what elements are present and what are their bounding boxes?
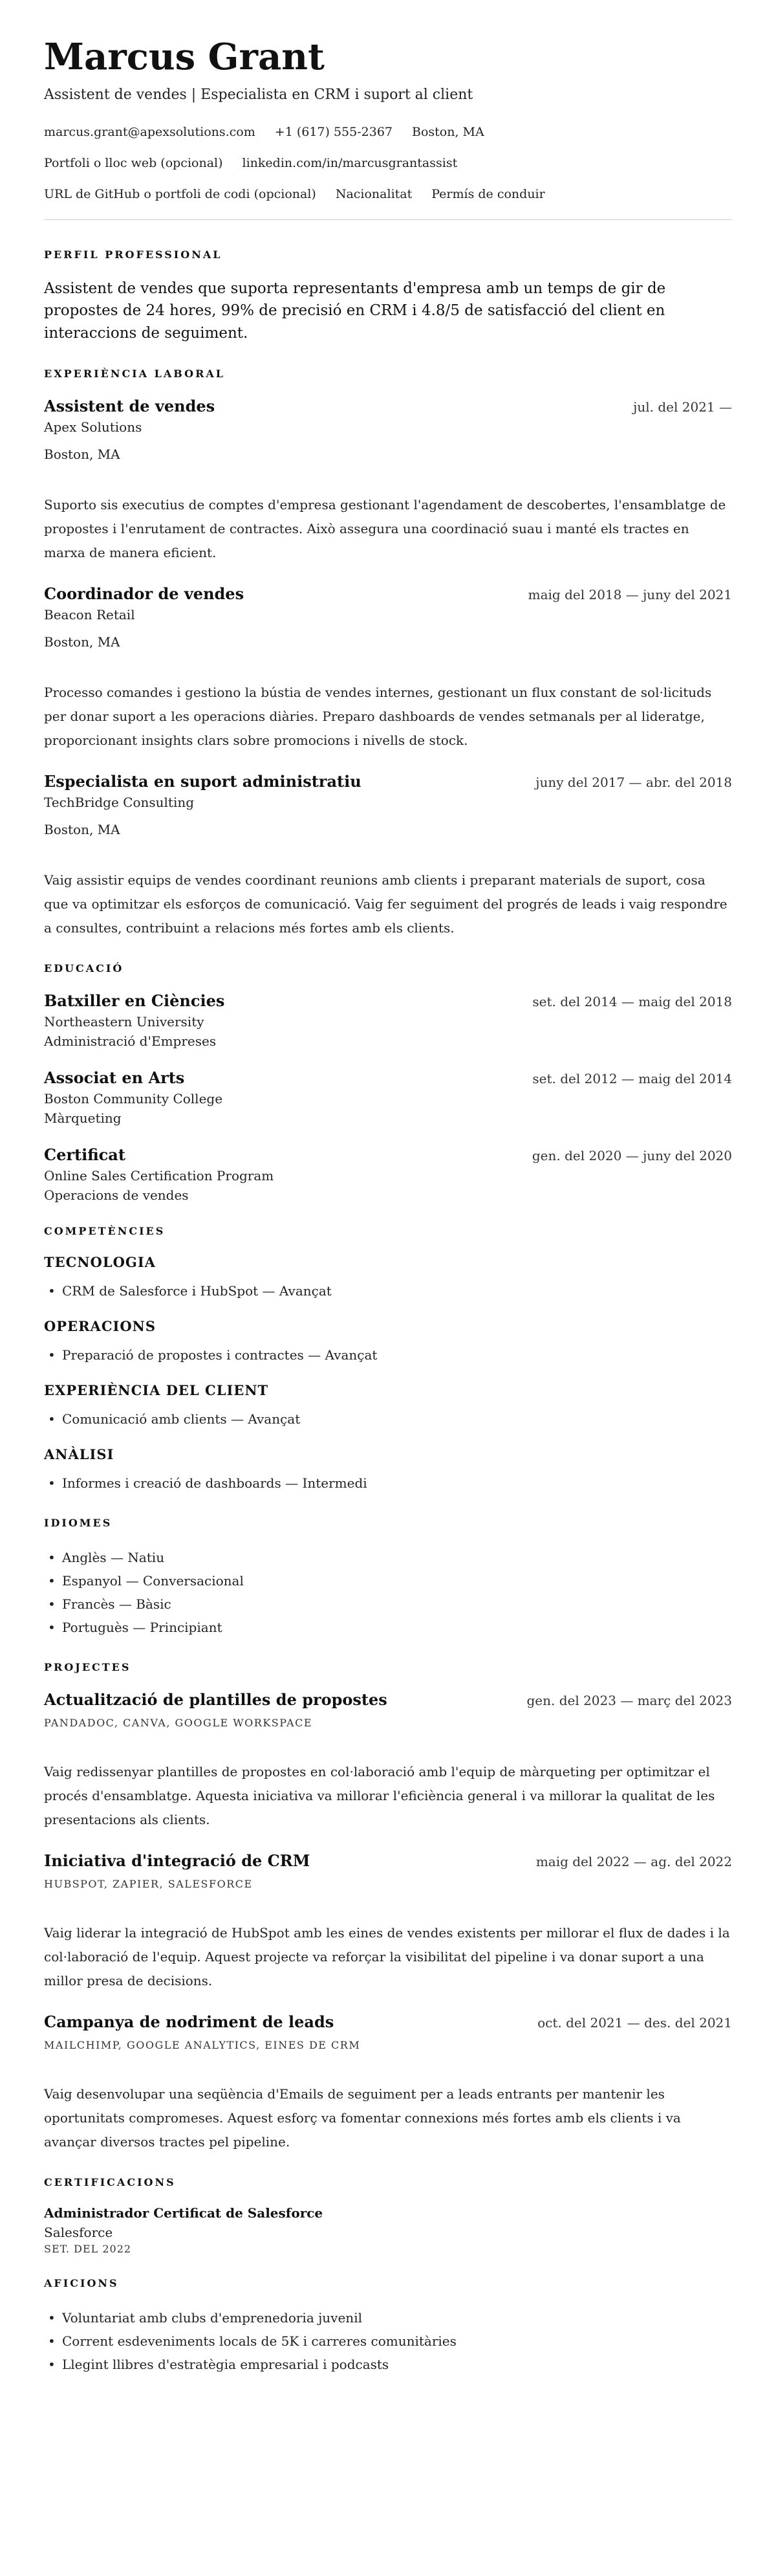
language-item: • Francès — Bàsic [44,1592,732,1616]
project-name: Campanya de nodriment de leads [44,2012,334,2032]
skill-group-title: TECNOLOGIA [44,1254,156,1271]
skill-item: • Comunicació amb clients — Avançat [44,1407,732,1431]
company-name: TechBridge Consulting [44,795,195,811]
school-name: Boston Community College [44,1091,223,1107]
candidate-headline: Assistent de vendes | Especialista en CRM i suport al client [44,86,473,103]
section-title-experience: EXPERIÈNCIA LABORAL [44,368,226,380]
job-title: Assistent de vendes [44,397,215,416]
project-tech: PANDADOC, CANVA, GOOGLE WORKSPACE [44,1717,312,1730]
contact-row-1 [44,125,732,139]
skill-group [44,1446,732,1495]
skill-item: • Informes i creació de dashboards — Intermedi [44,1471,732,1495]
contact-row-2 [44,156,732,170]
project-entry [44,2012,732,2154]
skill-group [44,1382,732,1431]
section-title-projects: PROJECTES [44,1661,131,1674]
experience-entry [44,584,732,753]
portfolio-link[interactable]: Portfoli o lloc web (opcional) [44,155,223,170]
job-dates: juny del 2017 — abr. del 2018 [535,775,732,791]
job-dates: jul. del 2021 — [633,399,732,415]
location-text: Boston, MA [412,124,484,139]
degree-title: Certificat [44,1145,125,1165]
project-name: Iniciativa d'integració de CRM [44,1851,310,1871]
education-entry [44,1145,732,1203]
projects-section [44,1661,732,2154]
education-dates: set. del 2014 — maig del 2018 [532,994,732,1010]
certification-date: SET. DEL 2022 [44,2243,132,2256]
skill-item: • Preparació de propostes i contractes — Avançat [44,1343,732,1367]
hobby-item: • Corrent esdeveniments locals de 5K i carreres comunitàries [44,2329,732,2353]
profile-section [44,248,732,345]
education-dates: set. del 2012 — maig del 2014 [532,1071,732,1087]
phone-number[interactable]: +1 (617) 555-2367 [274,124,393,139]
job-title: Especialista en suport administratiu [44,772,361,791]
section-title-hobbies: AFICIONS [44,2277,119,2290]
project-name: Actualització de plantilles de propostes [44,1690,387,1710]
company-name: Apex Solutions [44,419,142,435]
field-of-study: Operacions de vendes [44,1187,189,1204]
project-description: Vaig redissenyar plantilles de propostes en col·laboració amb l'equip de màrqueting per optimitzar el procés d'ensamblatge. Aquesta iniciativa va millorar l'eficiència general i va millorar la qualitat de les presentacions als clients. [44,1764,715,1828]
language-item: • Portuguès — Principiant [44,1616,732,1639]
github-link[interactable]: URL de GitHub o portfoli de codi (opcional) [44,186,316,201]
job-location: Boston, MA [44,634,120,650]
contact-row-3 [44,187,732,201]
nationality-text: Nacionalitat [335,186,413,201]
company-name: Beacon Retail [44,607,135,623]
driving-license-text: Permís de conduir [431,186,545,201]
project-dates: gen. del 2023 — març del 2023 [526,1693,732,1709]
header-divider [44,219,732,220]
experience-entry [44,772,732,940]
resume-header [44,38,732,201]
project-description: Vaig liderar la integració de HubSpot amb les eines de vendes existents per millorar el flux de dades i la col·laboració de l'equip. Aquest projecte va reforçar la visibilitat del pipeline i va donar suport a una millor presa de decisions. [44,1925,730,1989]
hobby-item: • Llegint llibres d'estratègia empresarial i podcasts [44,2353,732,2376]
email-link[interactable]: marcus.grant@apexsolutions.com [44,124,255,139]
project-entry [44,1851,732,1993]
experience-entry [44,397,732,565]
section-title-skills: COMPETÈNCIES [44,1225,166,1238]
section-title-education: EDUCACIÓ [44,962,124,975]
job-description: Processo comandes i gestiono la bústia de vendes internes, gestionant un flux constant de sol·licituds per donar suport a les operacions diàries. Preparo dashboards de vendes setmanals per al lideratge, proporcionant insights clars sobre promocions i nivells de stock. [44,685,712,749]
section-title-certifications: CERTIFICACIONS [44,2176,176,2189]
project-dates: maig del 2022 — ag. del 2022 [535,1854,732,1870]
job-description: Suporto sis executius de comptes d'empresa gestionant l'agendament de descobertes, l'ensamblatge de propostes i l'enrutament de contractes. Això assegura una coordinació suau i manté els tractes en marxa de manera eficient. [44,497,726,561]
job-dates: maig del 2018 — juny del 2021 [528,587,732,603]
certifications-section [44,2176,732,2255]
education-section [44,962,732,1203]
skill-group-title: ANÀLISI [44,1446,114,1463]
education-entry [44,1068,732,1126]
skill-group [44,1254,732,1303]
hobby-item: • Voluntariat amb clubs d'emprenedoria juvenil [44,2306,732,2329]
project-dates: oct. del 2021 — des. del 2021 [537,2015,732,2031]
project-tech: MAILCHIMP, GOOGLE ANALYTICS, EINES DE CRM [44,2039,361,2052]
skill-group [44,1318,732,1367]
school-name: Northeastern University [44,1014,204,1030]
skills-section [44,1225,732,1495]
languages-section [44,1517,732,1639]
candidate-name: Marcus Grant [44,36,325,78]
field-of-study: Màrqueting [44,1110,122,1127]
education-dates: gen. del 2020 — juny del 2020 [532,1148,732,1164]
job-title: Coordinador de vendes [44,584,244,604]
certification-issuer: Salesforce [44,2225,113,2241]
experience-section [44,368,732,940]
section-title-languages: IDIOMES [44,1517,113,1530]
education-entry [44,991,732,1049]
school-name: Online Sales Certification Program [44,1168,274,1184]
skill-group-title: OPERACIONS [44,1318,156,1335]
hobbies-section [44,2277,732,2376]
language-item: • Espanyol — Conversacional [44,1569,732,1592]
degree-title: Batxiller en Ciències [44,991,225,1011]
profile-summary: Assistent de vendes que suporta representants d'empresa amb un temps de gir de propostes de 24 hores, 99% de precisió en CRM i 4.8/5 de satisfacció del client en interaccions de seguiment. [44,280,666,342]
job-description: Vaig assistir equips de vendes coordinant reunions amb clients i preparant materials de suport, cosa que va optimitzar els esforços de comunicació. Vaig fer seguiment del progrés de leads i vaig respondre a consultes, contribuint a relacions més fortes amb els clients. [44,872,727,936]
job-location: Boston, MA [44,822,120,838]
certification-name: Administrador Certificat de Salesforce [44,2205,323,2221]
project-entry [44,1690,732,1832]
language-item: • Anglès — Natiu [44,1546,732,1569]
project-tech: HUBSPOT, ZAPIER, SALESFORCE [44,1878,253,1891]
section-title-profile: PERFIL PROFESSIONAL [44,248,222,261]
linkedin-link[interactable]: linkedin.com/in/marcusgrantassist [242,155,458,170]
field-of-study: Administració d'Empreses [44,1033,217,1050]
job-location: Boston, MA [44,446,120,463]
skill-item: • CRM de Salesforce i HubSpot — Avançat [44,1279,732,1303]
degree-title: Associat en Arts [44,1068,185,1088]
skill-group-title: EXPERIÈNCIA DEL CLIENT [44,1382,269,1399]
project-description: Vaig desenvolupar una seqüència d'Emails de seguiment per a leads entrants per mantenir les oportunitats compromeses. Aquest esforç va fomentar connexions més fortes amb els clients i va avançar diversos tractes pel pipeline. [44,2086,681,2150]
